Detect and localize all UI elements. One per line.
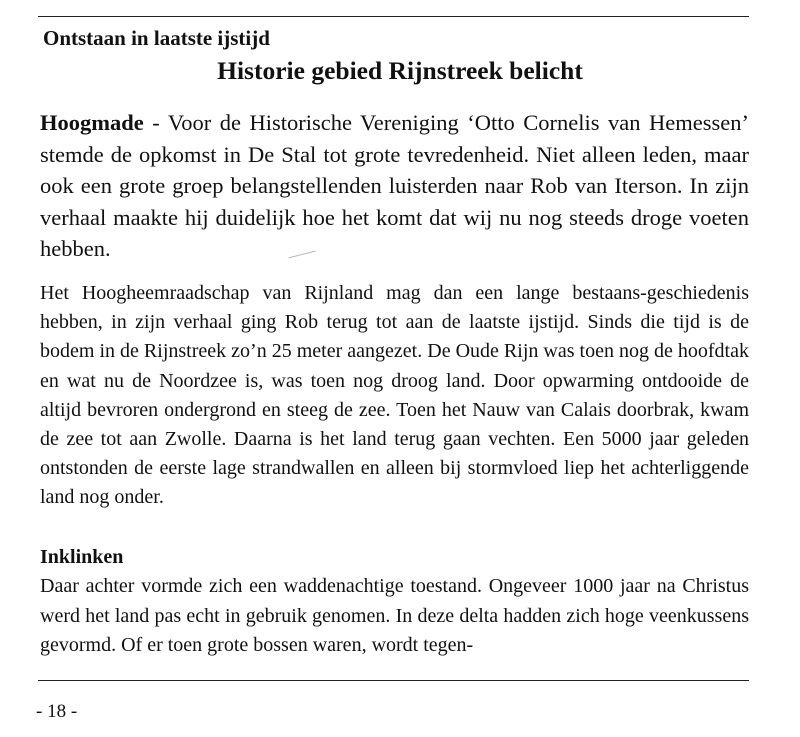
article-kicker: Ontstaan in laatste ijstijd <box>43 26 270 50</box>
bottom-rule <box>38 680 749 681</box>
dateline: Hoogmade <box>40 110 144 135</box>
intro-paragraph <box>40 107 749 265</box>
top-rule <box>38 16 749 17</box>
body-paragraph-2: Het Hoogheemraadschap van Rijnland mag dan een lange bestaans-geschiedenis hebben, in zijn verhaal ging Rob terug tot aan de laatste ijstijd. Sinds die tijd is de bodem in de Rijnstreek zo’n 25 meter aangezet. De Oude Rijn was toen nog de hoofdtak en wat nu de Noordzee is, was toen nog droog land. Door opwarming ontdooide de altijd bevroren ondergrond en steeg de zee. Toen het Nauw van Calais doorbrak, kwam de zee tot aan Zwolle. Daarna is het land terug gaan vechten. Een 5000 jaar geleden ontstonden de eerste lage strandwallen en alleen bij stormvloed liep het achterliggende land nog onder. <box>40 282 749 509</box>
page-number: - 18 - <box>36 701 78 722</box>
intro-text: - Voor de Historische Vereniging ‘Otto Cornelis van Hemessen’ stemde de opkomst in De Stal tot grote tevredenheid. Niet alleen leden, maar ook een grote groep belangstellenden luisterden naar Rob van Iterson. In zijn verhaal maakte hij duidelijk hoe het komt dat wij nu nog steeds droge voeten hebben. <box>40 110 749 261</box>
article-headline: Historie gebied Rijnstreek belicht <box>217 56 583 85</box>
section-subheading: Inklinken <box>40 546 124 568</box>
body-paragraph-3: Daar achter vormde zich een waddenachtige toestand. Ongeveer 1000 jaar na Christus werd het land pas echt in gebruik genomen. In deze delta hadden zich hoge veenkussens gevormd. Of er toen grote bossen waren, wordt tegen- <box>40 575 749 656</box>
